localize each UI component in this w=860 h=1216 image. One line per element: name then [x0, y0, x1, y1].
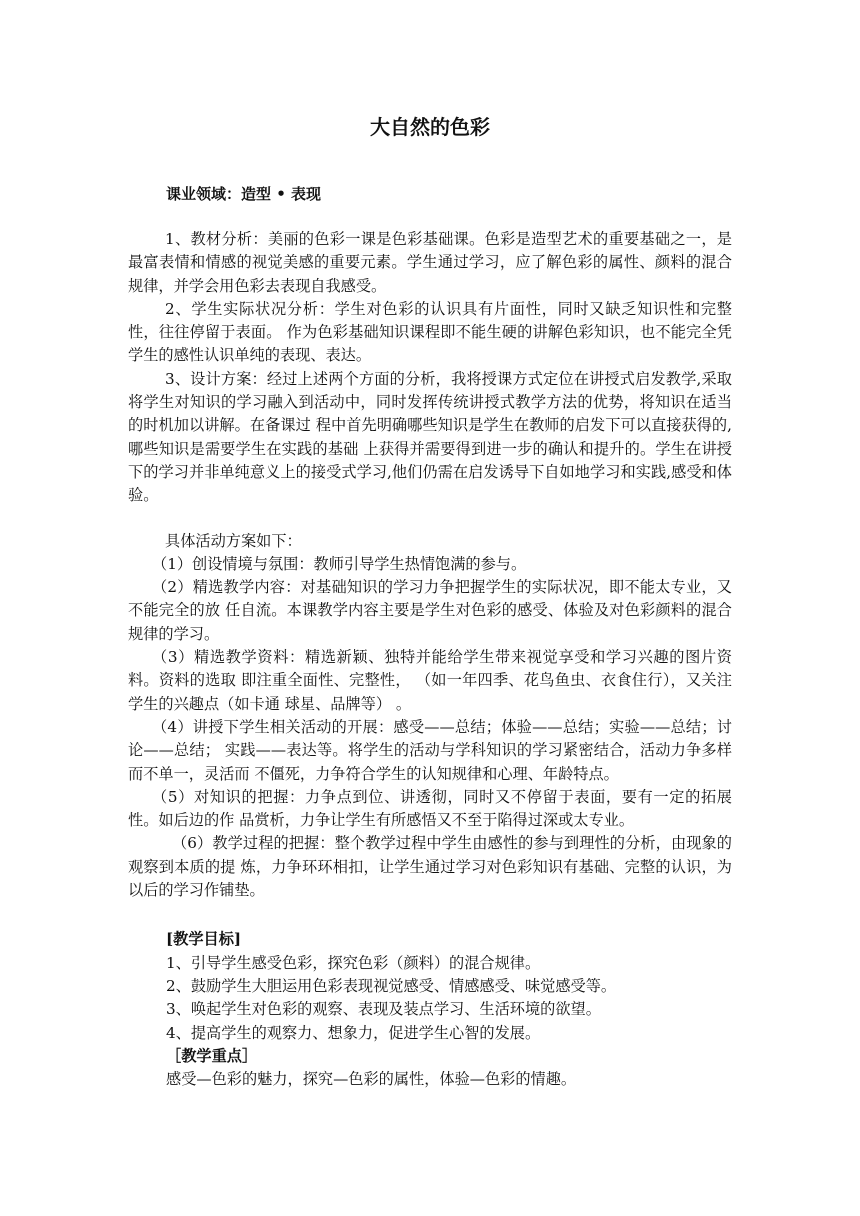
activity-item-5: （5）对知识的把握：力争点到位、讲透彻，同时又不停留于表面，要有一定的拓展性。如后边的作 品赏析，力争让学生有所感悟又不至于陷得过深或太专业。 — [128, 787, 732, 830]
objective-item-1: 1、引导学生感受色彩，探究色彩（颜料）的混合规律。 — [166, 953, 541, 972]
objectives-heading: [教学目标] — [166, 930, 242, 949]
analysis-paragraph-2: 2、学生实际状况分析：学生对色彩的认识具有片面性，同时又缺乏知识性和完整性，往往停留于表面。 作为色彩基础知识课程即不能生硬的讲解色彩知识，也不能完全凭学生的感性认识单纯的表现、表达。 — [128, 299, 732, 365]
objective-item-4: 4、提高学生的观察力、想象力，促进学生心智的发展。 — [166, 1023, 541, 1042]
analysis-paragraph-1: 1、教材分析：美丽的色彩一课是色彩基础课。色彩是造型艺术的重要基础之一，是最富表情和情感的视觉美感的重要元素。学生通过学习，应了解色彩的属性、颜料的混合规律，并学会用色彩去表现自我感受。 — [128, 230, 732, 295]
key-points-heading: ［教学重点］ — [166, 1046, 258, 1065]
analysis-paragraph-3: 3、设计方案：经过上述两个方面的分析，我将授课方式定位在讲授式启发教学,采取将学生对知识的学习融入到活动中，同时发挥传统讲授式教学方法的优势，将知识在适当的时机加以讲解。在备课过 程中首先明确哪些知识是学生在教师的启发下可以直接获得的,哪些知识是需要学生在实践的基础 上获得并需要得到进一步的确认和提升的。学生在讲授下的学习并非单纯意义上的接受式学习,他们仍需在启发诱导下自如地学习和实践,感受和体验。 — [128, 369, 732, 505]
document-body — [128, 228, 732, 1091]
activities-intro: 具体活动方案如下： — [165, 531, 302, 550]
course-domain-line: 课业领域：造型 • 表现 — [166, 185, 322, 203]
activity-item-6: （6）教学过程的把握：整个教学过程中学生由感性的参与到理性的分析，由现象的观察到本质的提 炼，力争环环相扣，让学生通过学习对色彩知识有基础、完整的认识，为以后的学习作铺垫。 — [128, 834, 732, 900]
activity-item-3: （3）精选教学资料：精选新颖、独特并能给学生带来视觉享受和学习兴趣的图片资料。资料的选取 即注重全面性、完整性， （如一年四季、花鸟鱼虫、衣食住行），又关注学生的兴趣点（如卡通 球星、品牌等） 。 — [128, 648, 732, 713]
document-title: 大自然的色彩 — [370, 115, 490, 139]
objective-item-2: 2、鼓励学生大胆运用色彩表现视觉感受、情感感受、味觉感受等。 — [166, 976, 617, 995]
activity-item-2: （2）精选教学内容：对基础知识的学习力争把握学生的实际状况，即不能太专业，又不能完全的放 任自流。本课教学内容主要是学生对色彩的感受、体验及对色彩颜料的混合规律的学习。 — [128, 578, 732, 643]
activity-item-1: （1）创设情境与氛围：教师引导学生热情饱满的参与。 — [152, 554, 527, 573]
objective-item-3: 3、唤起学生对色彩的观察、表现及装点学习、生活环境的欲望。 — [166, 1000, 601, 1019]
key-points-text: 感受—色彩的魅力，探究—色彩的属性，体验—色彩的情趣。 — [166, 1070, 577, 1089]
activity-item-4: （4）讲授下学生相关活动的开展：感受——总结；体验——总结；实验——总结；讨论——总结； 实践——表达等。将学生的活动与学科知识的学习紧密结合，活动力争多样而不单一，灵活而 不僵死，力争符合学生的认知规律和心理、年龄特点。 — [128, 717, 732, 783]
